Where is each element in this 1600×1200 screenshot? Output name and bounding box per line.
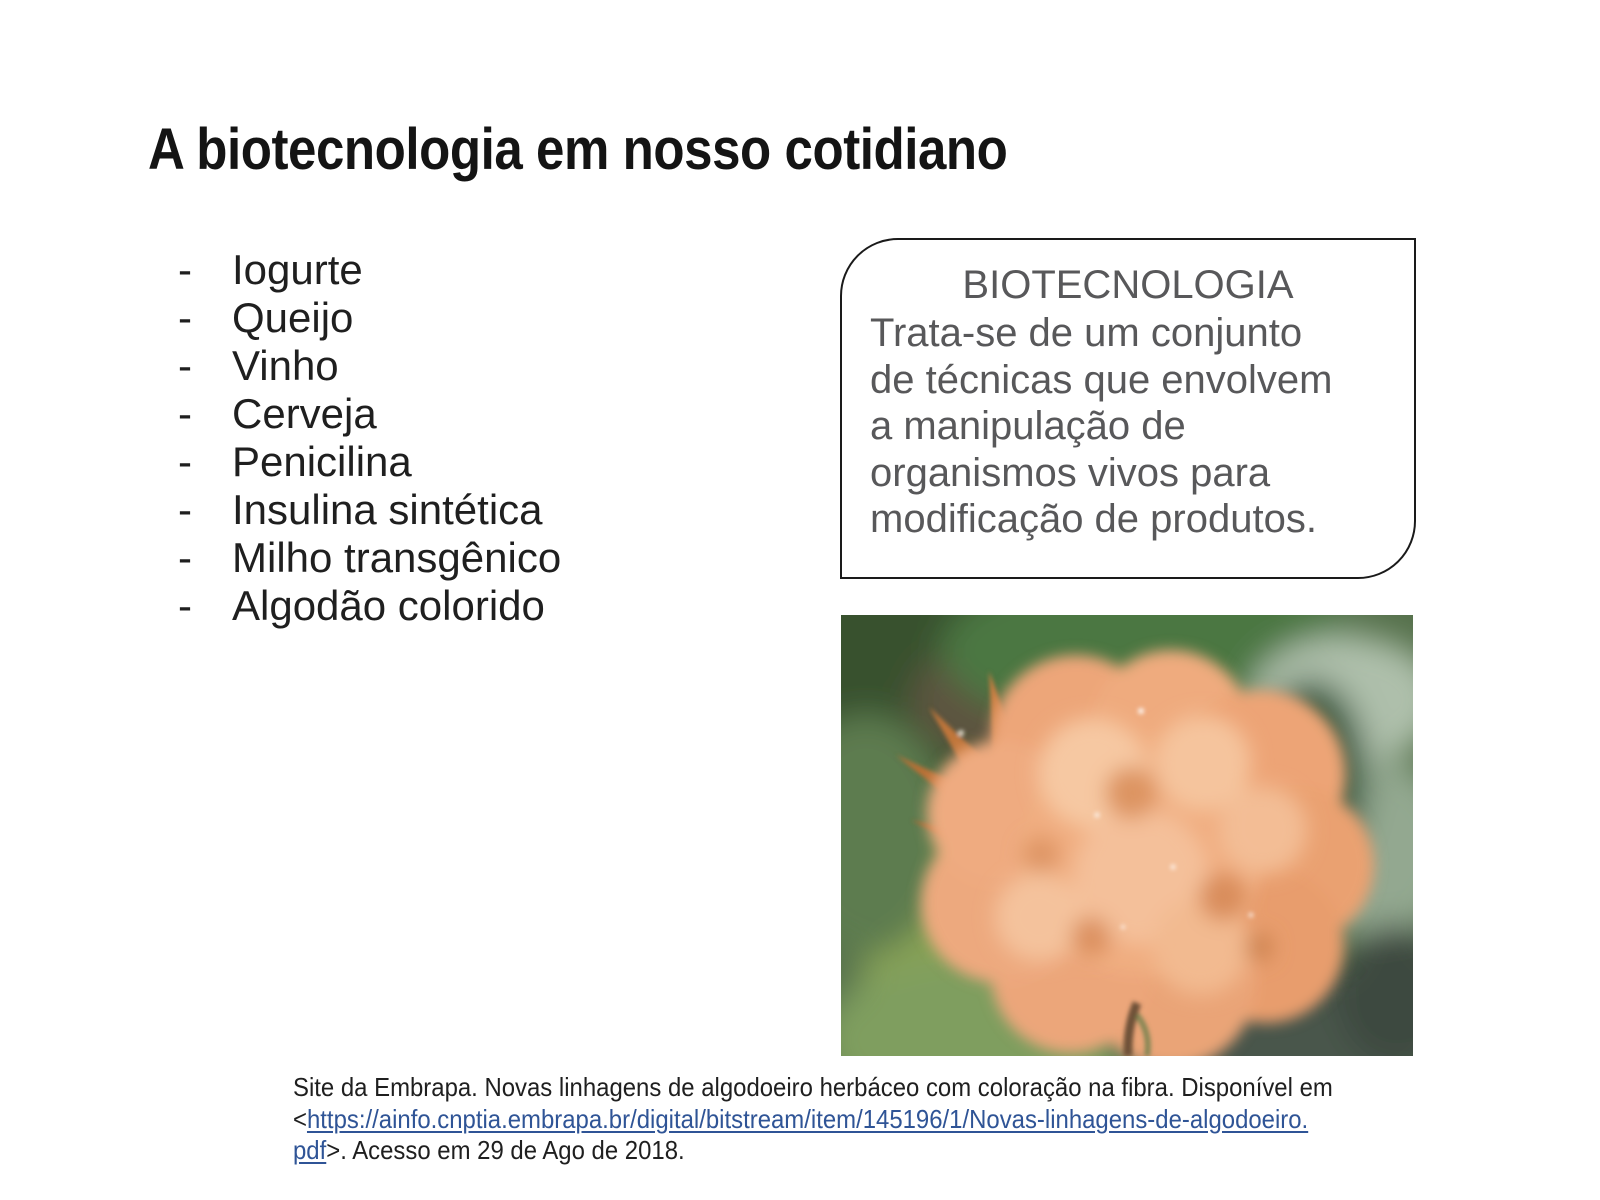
citation-line-1: Site da Embrapa. Novas linhagens de algodoeiro herbáceo com coloração na fibra. Disponível em (293, 1072, 1333, 1102)
list-item-dash: - (178, 582, 192, 629)
callout-body-line: organismos vivos para (870, 450, 1271, 495)
slide-title: A biotecnologia em nosso cotidiano (148, 117, 1008, 182)
callout-body-line: de técnicas que envolvem (870, 357, 1333, 402)
list-item-label: Algodão colorido (232, 582, 545, 629)
list-item-label: Queijo (232, 294, 354, 341)
callout-body-line: a manipulação de (870, 404, 1186, 448)
biotech-definition-callout (840, 238, 1416, 579)
list-item (178, 390, 561, 438)
list-item-dash: - (178, 438, 192, 485)
list-item-dash: - (178, 342, 192, 389)
list-item (178, 246, 561, 294)
callout-body-line: Trata-se de um conjunto (870, 311, 1303, 355)
citation-line-2 (293, 1104, 1333, 1136)
cotton-photo-illustration (841, 615, 1413, 1056)
citation-suffix: >. Acesso em 29 de Ago de 2018. (326, 1135, 685, 1165)
callout-body (870, 310, 1386, 543)
cotton-photo (841, 615, 1413, 1056)
list-item-dash: - (178, 294, 192, 341)
list-item (178, 342, 561, 390)
list-item (178, 486, 561, 534)
callout-body-line: modificação de produtos. (870, 497, 1317, 541)
list-item-label: Cerveja (232, 390, 377, 437)
list-item-label: Penicilina (232, 438, 412, 485)
list-item (178, 294, 561, 342)
list-item-dash: - (178, 246, 192, 293)
citation-link-part-2[interactable]: pdf (293, 1135, 327, 1165)
list-item-dash: - (178, 486, 192, 533)
list-item (178, 534, 561, 582)
citation-open-bracket: < (293, 1103, 307, 1134)
citation-link-part-1[interactable]: https://ainfo.cnptia.embrapa.br/digital/bitstream/item/145196/1/Novas-linhagens-de-algodoeiro. (306, 1103, 1309, 1134)
list-item-label: Iogurte (232, 246, 363, 293)
list-item-dash: - (178, 390, 192, 437)
callout-title: BIOTECNOLOGIA (962, 263, 1294, 307)
list-item (178, 582, 561, 630)
list-item-label: Milho transgênico (232, 534, 562, 581)
citation-line-3 (293, 1135, 1333, 1167)
list-item-label: Vinho (232, 342, 339, 389)
list-item-label: Insulina sintética (232, 486, 543, 533)
citation (293, 1072, 1333, 1167)
list-item (178, 438, 561, 486)
list-item-dash: - (178, 534, 192, 581)
product-list (178, 246, 561, 630)
